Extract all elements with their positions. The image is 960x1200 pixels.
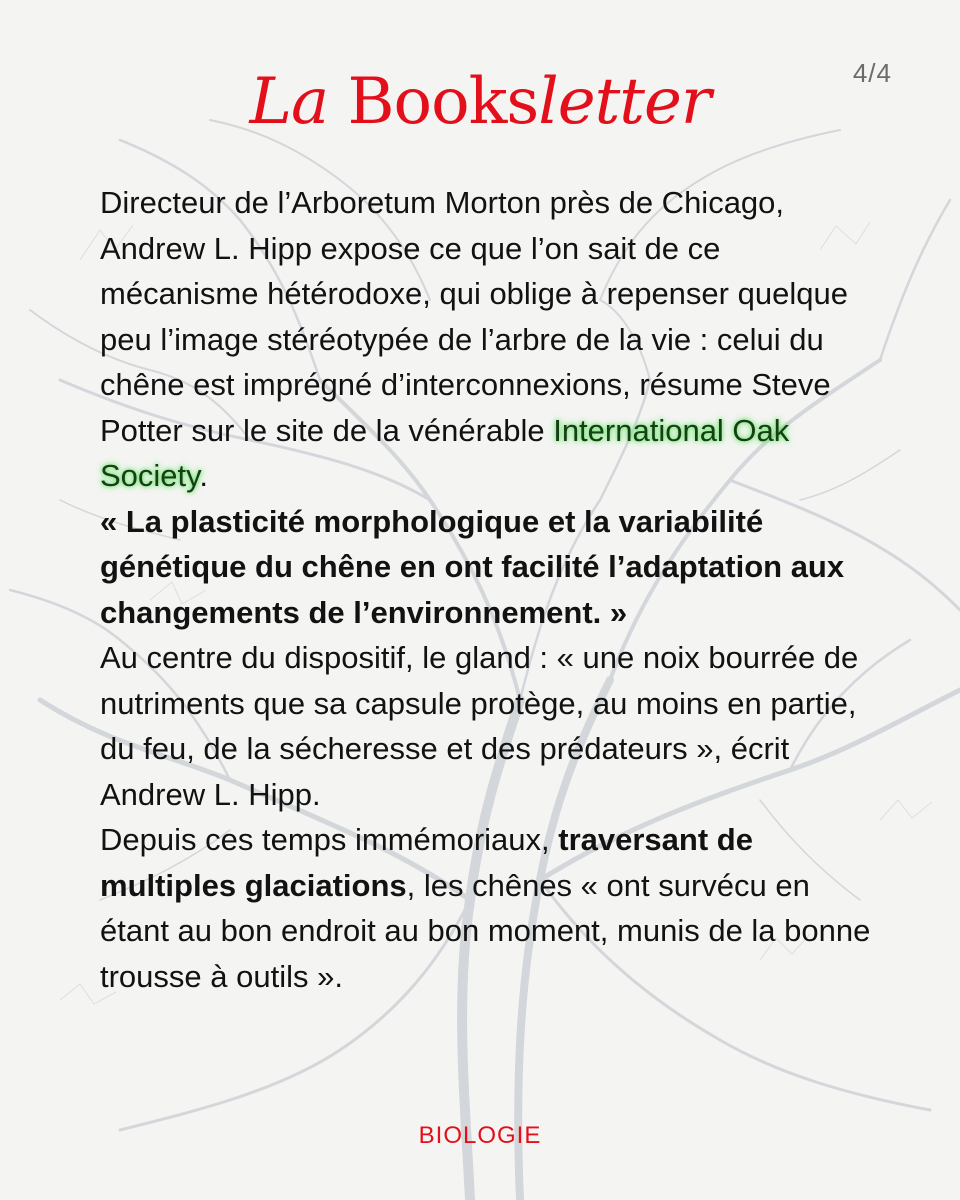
pull-quote: « La plasticité morphologique et la variabilité génétique du chêne en ont facilité l’adaptation aux changements de l’environnement. »	[100, 503, 845, 630]
newsletter-masthead	[0, 62, 960, 142]
masthead-letter: letter	[538, 65, 711, 139]
paragraph-survival-bold: traversant de multiples glaciations	[100, 822, 753, 903]
paragraph-intro: Directeur de l’Arboretum Morton près de Chicago, Andrew L. Hipp expose ce que l’on sait de ce mécanisme hétérodoxe, qui oblige à repenser quelque peu l’image stéréotypée de l’arbre de la vie : celui du chêne est imprégné d’interconnexions, résume Steve Potter sur le site de la vénérable	[100, 185, 848, 448]
masthead-la: La	[249, 65, 329, 139]
page-indicator: 4/4	[852, 58, 892, 88]
international-oak-society-link[interactable]: International Oak Society	[100, 412, 790, 493]
paragraph-acorn: Au centre du dispositif, le gland : « une noix bourrée de nutriments que sa capsule protège, au moins en partie, du feu, de la sécheresse et des prédateurs », écrit Andrew L. Hipp.	[100, 640, 859, 812]
masthead-books: Books	[347, 65, 539, 139]
paragraph-survival-end: , les chênes « ont survécu en étant au bon endroit au bon moment, munis de la bonne trousse à outils ».	[100, 867, 871, 994]
category-label: BIOLOGIE	[418, 1122, 542, 1149]
article-body	[100, 180, 880, 999]
paragraph-intro-end: .	[199, 458, 208, 493]
paragraph-survival-start: Depuis ces temps immémoriaux,	[100, 822, 559, 857]
